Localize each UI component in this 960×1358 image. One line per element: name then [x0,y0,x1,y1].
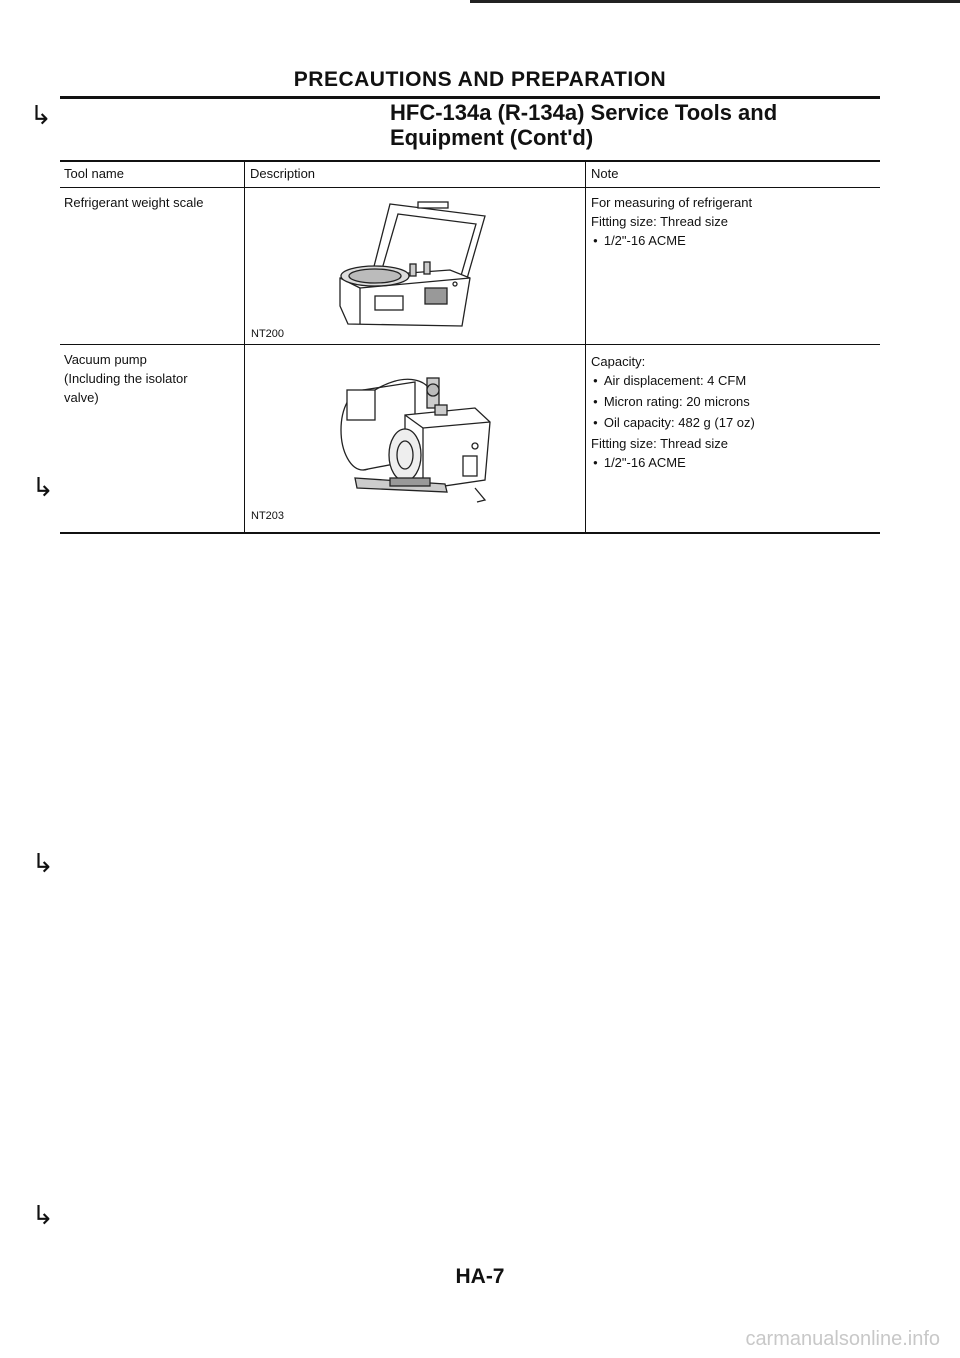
table-row-note [591,193,752,252]
figure-code: NT203 [251,510,285,522]
tool-name-line: valve) [64,390,99,405]
column-header-note: Note [591,166,619,181]
vacuum-pump-illustration [335,360,495,510]
page-number: HA-7 [455,1265,505,1288]
note-bullet: ● 1/2"-16 ACME [593,453,755,474]
tool-name-line: (Including the isolator [64,371,188,386]
subtitle-line-1: HFC-134a (R-134a) Service Tools and [390,100,778,125]
note-line: Capacity: [591,354,646,369]
note-bullet: ● 1/2"-16 ACME [593,231,752,252]
tool-name-line: Vacuum pump [64,352,147,367]
note-line: For measuring of refrigerant [591,195,753,210]
note-bullet: ● Oil capacity: 482 g (17 oz) [593,413,755,434]
tool-name-line: Refrigerant weight scale [64,195,204,210]
table-top-rule [60,160,880,162]
binding-mark: ↳ [30,100,52,130]
row-divider [60,344,880,345]
column-header-description: Description [250,166,316,181]
header-rule [60,187,880,188]
note-line: Fitting size: Thread size [591,436,729,451]
note-bullet: ● Air displacement: 4 CFM [593,371,755,392]
section-title: PRECAUTIONS AND PREPARATION [293,68,667,91]
table-row-tool-name [64,350,188,407]
figure-code: NT200 [251,328,285,340]
note-line: Fitting size: Thread size [591,214,729,229]
watermark: carmanualsonline.info [745,1328,940,1350]
refrigerant-weight-scale-illustration [330,196,490,331]
note-bullet: ● Micron rating: 20 microns [593,392,755,413]
binding-mark: ↳ [32,1200,54,1230]
binding-mark: ↳ [32,848,54,878]
table-bottom-rule [60,532,880,534]
column-divider [585,161,586,533]
column-header-tool-name: Tool name [64,166,124,181]
subtitle-line-2: Equipment (Cont'd) [390,125,594,150]
title-rule [60,96,880,99]
top-edge-line [470,0,960,3]
table-row-tool-name [64,193,203,212]
binding-mark: ↳ [32,472,54,502]
table-row-note [591,352,755,474]
page-subtitle [390,100,777,150]
column-divider [244,161,245,533]
